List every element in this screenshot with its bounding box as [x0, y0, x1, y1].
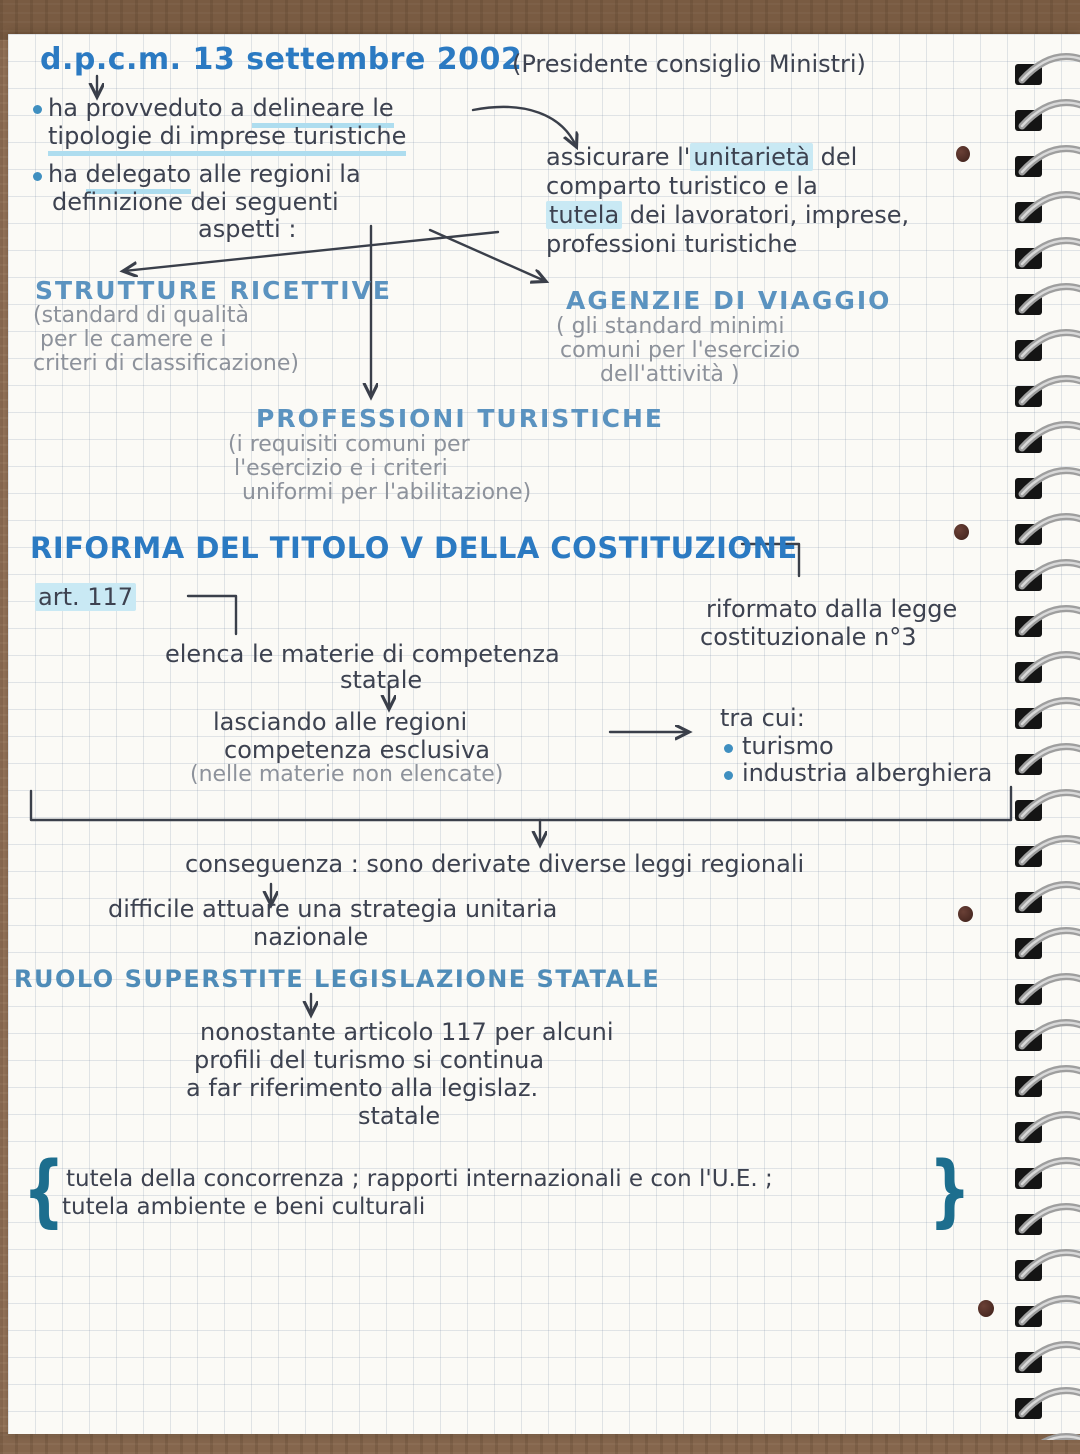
ruolo-sub-1: nonostante articolo 117 per alcuni — [200, 1018, 614, 1046]
professioni-title: PROFESSIONI TURISTICHE — [256, 404, 664, 433]
professioni-sub-3: uniformi per l'abilitazione) — [242, 480, 532, 505]
ruolo-sub-3: a far riferimento alla legislaz. — [186, 1074, 539, 1102]
ruolo-title: RUOLO SUPERSTITE LEGISLAZIONE STATALE — [14, 965, 661, 993]
strutture-sub-1: (standard di qualità — [33, 303, 249, 328]
brace-line1: tutela della concorrenza ; rapporti internazionali e con l'U.E. ; — [66, 1166, 773, 1192]
assicurare-line1: assicurare l' unitarietà del — [546, 143, 858, 171]
bullet1-line2: tipologie di imprese turistiche — [48, 122, 406, 150]
spiral-binding — [1002, 48, 1080, 1440]
agenzie-title: AGENZIE DI VIAGGIO — [566, 286, 892, 315]
assicurare-line2: comparto turistico e la — [546, 172, 818, 200]
elenca-line1: elenca le materie di competenza — [165, 640, 560, 668]
bullet2-underlined: delegato — [86, 160, 191, 194]
highlight-unitarieta: unitarietà — [690, 143, 813, 171]
brown-dot — [954, 524, 969, 540]
brown-dot — [956, 146, 970, 162]
professioni-sub-1: (i requisiti comuni per — [228, 432, 470, 457]
riformato-line2: costituzionale n°3 — [700, 623, 917, 651]
bullet-dot — [33, 172, 42, 181]
tracui-item-turismo: turismo — [742, 732, 834, 760]
elenca-line2: statale — [340, 666, 423, 694]
strutture-sub-2: per le camere e i — [40, 327, 227, 352]
strutture-sub-3: criteri di classificazione) — [33, 351, 299, 376]
conseguenza-line: conseguenza : sono derivate diverse leggi regionali — [185, 850, 805, 878]
tracui-item-industria: industria alberghiera — [742, 759, 993, 787]
bullet2-line1: ha delegato alle regioni la — [48, 160, 361, 188]
brown-dot — [958, 906, 973, 922]
brown-dot — [978, 1300, 994, 1317]
agenzie-sub-2: comuni per l'esercizio — [560, 338, 801, 363]
strutture-title: STRUTTURE RICETTIVE — [35, 276, 393, 305]
lasciando-line1: lasciando alle regioni — [213, 708, 468, 736]
bullet-dot — [724, 771, 733, 780]
wooden-table-bottom-strip — [0, 1432, 1080, 1454]
assicurare-line3: tutela dei lavoratori, imprese, — [546, 201, 909, 229]
brace-open: { — [22, 1146, 65, 1236]
brace-line2: tutela ambiente e beni culturali — [62, 1194, 426, 1220]
bullet2-line2: definizione dei seguenti — [52, 188, 339, 216]
bullet-dot — [33, 105, 42, 114]
art-117: art. 117 — [35, 583, 136, 611]
page-title: d.p.c.m. 13 settembre 2002 — [40, 42, 523, 77]
notebook-page — [8, 34, 1080, 1434]
difficile-line2: nazionale — [253, 923, 369, 951]
agenzie-sub-3: dell'attività ) — [600, 362, 740, 387]
bullet2-line3: aspetti : — [198, 215, 297, 243]
bullet1-line1 — [48, 94, 394, 122]
lasciando-line3: (nelle materie non elencate) — [190, 762, 504, 787]
ruolo-sub-2: profili del turismo si continua — [194, 1046, 545, 1074]
riformato-line1: riformato dalla legge — [706, 595, 958, 623]
riforma-title: RIFORMA DEL TITOLO V DELLA COSTITUZIONE — [30, 531, 798, 565]
bullet1-pre: ha provveduto a — [48, 94, 253, 122]
brace-close: } — [928, 1146, 971, 1236]
page-title-aside: (Presidente consiglio Ministri) — [512, 50, 866, 78]
difficile-line1: difficile attuare una strategia unitaria — [108, 895, 558, 923]
lasciando-line2: competenza esclusiva — [224, 736, 491, 764]
highlight-tutela: tutela — [546, 201, 622, 229]
agenzie-sub-1: ( gli standard minimi — [556, 314, 785, 339]
tracui-label: tra cui: — [720, 704, 805, 732]
professioni-sub-2: l'esercizio e i criteri — [234, 456, 448, 481]
bullet-dot — [724, 744, 733, 753]
bullet1-underlined: delineare le — [252, 94, 393, 128]
assicurare-line4: professioni turistiche — [546, 230, 798, 258]
ruolo-sub-4: statale — [358, 1102, 441, 1130]
spiral-coils — [1002, 48, 1080, 1440]
